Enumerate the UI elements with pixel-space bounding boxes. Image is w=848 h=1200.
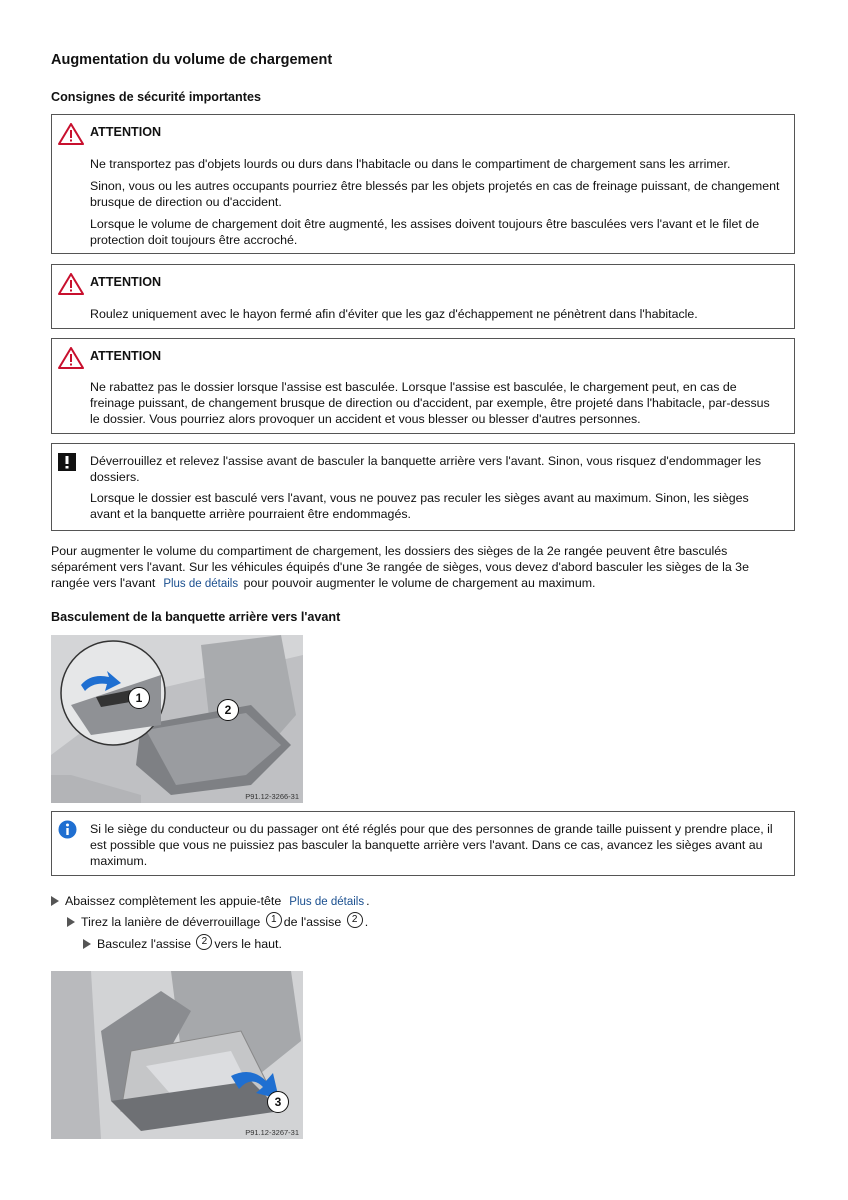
step-arrow-icon bbox=[67, 917, 75, 927]
warning-triangle-icon bbox=[58, 273, 84, 298]
callout-2: 2 bbox=[217, 699, 239, 721]
section-title: Augmentation du volume de chargement bbox=[51, 52, 333, 68]
intro-paragraph bbox=[51, 543, 781, 592]
notice-box bbox=[51, 443, 795, 531]
warning-box-1 bbox=[51, 114, 795, 254]
info-icon bbox=[58, 820, 77, 842]
intro-text: Pour augmenter le volume du compartiment de chargement, les dossiers des sièges de la 2e rangée peuvent être basculés séparément vers l'avant. Sur les véhicules équipés d'une 3e rangée de sièges, vous devez d'abord basculer les sièges de la 3e rangée vers l'avant bbox=[51, 544, 749, 590]
safety-heading: Consignes de sécurité importantes bbox=[51, 90, 261, 104]
info-box bbox=[51, 811, 795, 876]
seat-illustration-2 bbox=[51, 971, 303, 1139]
notice-text: Lorsque le dossier est basculé vers l'avant, vous ne pouvez pas reculer les sièges avant au maximum. Sinon, les sièges avant et la banquette arrière pourraient être endommagés. bbox=[90, 491, 749, 521]
warning-triangle-icon bbox=[58, 123, 84, 148]
number-2-icon: 2 bbox=[196, 934, 212, 950]
warning-text: Lorsque le volume de chargement doit être augmenté, les assises doivent toujours être basculées vers l'avant et le filet de protection doit toujours être accroché. bbox=[90, 217, 760, 247]
subheading: Basculement de la banquette arrière vers l'avant bbox=[51, 610, 341, 624]
number-2-icon: 2 bbox=[347, 912, 363, 928]
callout-1: 1 bbox=[128, 687, 150, 709]
warning-text: Ne rabattez pas le dossier lorsque l'assise est basculée. Lorsque l'assise est basculée, le chargement peut, en cas de freinage puissant, de changement brusque de direction ou d'accident, par exemple, être projeté dans l'habitacle, par-dessus le dossier. Vous pourriez alors provoquer un accident et vous blesser ou blesser d'autres personnes. bbox=[90, 380, 770, 426]
warning-text: Sinon, vous ou les autres occupants pourriez être blessés par les objets projetés en cas de freinage puissant, de changement brusque de direction ou d'accident. bbox=[90, 179, 780, 209]
details-link[interactable]: Plus de détails bbox=[289, 896, 365, 908]
step-2 bbox=[67, 914, 368, 931]
callout-3: 3 bbox=[267, 1091, 289, 1113]
step-end: . bbox=[366, 894, 370, 908]
step-text: Abaissez complètement les appuie-tête bbox=[65, 894, 282, 908]
warning-title: ATTENTION bbox=[90, 275, 162, 289]
warning-box-2 bbox=[51, 264, 795, 329]
step-3 bbox=[83, 936, 282, 953]
intro-text-end: pour pouvoir augmenter le volume de chargement au maximum. bbox=[243, 576, 596, 590]
seat-illustration-1 bbox=[51, 635, 303, 803]
warning-title: ATTENTION bbox=[90, 349, 162, 363]
step-arrow-icon bbox=[51, 896, 59, 906]
warning-title: ATTENTION bbox=[90, 125, 162, 139]
details-link[interactable]: Plus de détails bbox=[163, 578, 239, 590]
step-end: . bbox=[364, 915, 369, 929]
warning-box-3 bbox=[51, 338, 795, 434]
step-1 bbox=[51, 893, 370, 910]
warning-triangle-icon bbox=[58, 347, 84, 372]
notice-text: Déverrouillez et relevez l'assise avant de basculer la banquette arrière vers l'avant. Sinon, vous risquez d'endommager les dossiers. bbox=[90, 454, 762, 484]
warning-text: Ne transportez pas d'objets lourds ou durs dans l'habitacle ou dans le compartiment de chargement sans les arrimer. bbox=[90, 157, 731, 171]
exclamation-icon bbox=[58, 453, 76, 474]
info-text: Si le siège du conducteur ou du passager ont été réglés pour que des personnes de grande taille puissent y prendre place, il est possible que vous ne puissiez pas basculer la banquette arrière vers l'avant. Dans ce cas, avancez les sièges avant au maximum. bbox=[90, 822, 773, 868]
figure-caption: P91.12-3266-31 bbox=[245, 792, 299, 801]
warning-text: Roulez uniquement avec le hayon fermé afin d'éviter que les gaz d'échappement ne pénètrent dans l'habitacle. bbox=[90, 307, 698, 321]
figure-caption: P91.12-3267-31 bbox=[245, 1128, 299, 1137]
number-1-icon: 1 bbox=[266, 912, 282, 928]
step-arrow-icon bbox=[83, 939, 91, 949]
step-text: Tirez la lanière de déverrouillage bbox=[81, 915, 261, 929]
step-text: de l'assise bbox=[283, 915, 342, 929]
step-text: Basculez l'assise bbox=[97, 937, 191, 951]
step-text: vers le haut. bbox=[214, 937, 282, 951]
